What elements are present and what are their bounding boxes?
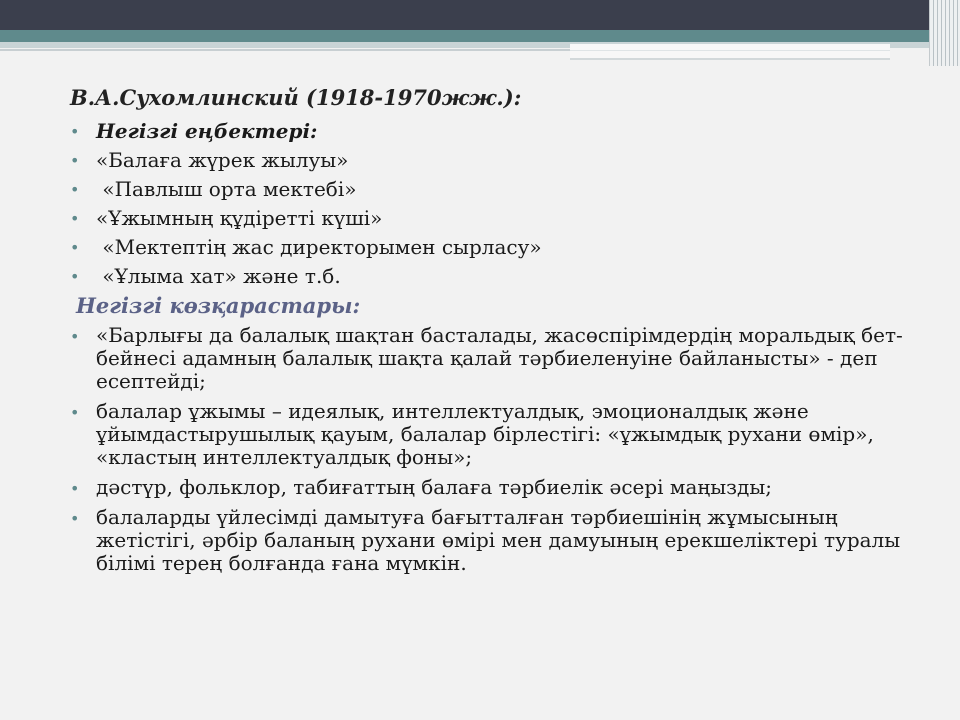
header-step-line: [570, 50, 890, 51]
header-bar-dark: [0, 0, 960, 30]
work-item: [70, 175, 910, 204]
work-item: [70, 146, 910, 175]
bullet-icon: •: [70, 267, 80, 286]
work-item-text: «Ұжымның құдіретті күші»: [96, 206, 383, 230]
bullet-icon: •: [70, 180, 80, 199]
view-item-text: балалар ұжымы – идеялық, интеллектуалдық, эмоционалдық және ұйымдастырушылық қауым, балалар бірлестігі: «ұжымдық рухани өмір», «кластың интеллектуалдық фоны»;: [96, 399, 874, 469]
work-item: [70, 262, 910, 291]
work-item-text: «Павлыш орта мектебі»: [96, 177, 357, 201]
works-heading-item: [70, 117, 910, 146]
view-item-text: дәстүр, фольклор, табиғаттың балаға тәрбиелік әсері маңызды;: [96, 475, 773, 499]
bullet-icon: •: [70, 327, 80, 346]
view-item: [70, 476, 910, 499]
work-item-text: «Балаға жүрек жылуы»: [96, 148, 349, 172]
view-item: [70, 400, 910, 469]
bullet-icon: •: [70, 151, 80, 170]
work-item-text: «Мектептің жас директорымен сырласу»: [96, 235, 542, 259]
work-item-text: «Ұлыма хат» және т.б.: [96, 264, 341, 288]
view-item-text: «Барлығы да балалық шақтан басталады, жасөспірімдердің моральдық бет-бейнесі адамның балалық шақта қалай тәрбиеленуіне байланысты» - деп есептейді;: [96, 323, 903, 393]
bullet-icon: •: [70, 479, 80, 498]
work-item: [70, 204, 910, 233]
bullet-icon: •: [70, 509, 80, 528]
bullet-icon: •: [70, 209, 80, 228]
work-item: [70, 233, 910, 262]
views-heading: Негізгі көзқарастары:: [76, 293, 361, 318]
corner-decoration: [929, 0, 960, 66]
bullet-icon: •: [70, 403, 80, 422]
view-item: [70, 506, 910, 575]
header-line: [0, 49, 570, 51]
header-step: [570, 44, 890, 60]
works-heading: Негізгі еңбектері:: [96, 119, 318, 143]
slide-content: [70, 84, 910, 582]
header-bar-teal: [0, 30, 960, 42]
slide-title: В.А.Сухомлинский (1918-1970жж.):: [70, 85, 522, 110]
bullet-icon: •: [70, 122, 80, 141]
view-item: [70, 324, 910, 393]
bullet-icon: •: [70, 238, 80, 257]
view-item-text: балаларды үйлесімді дамытуға бағытталған тәрбиешінің жұмысының жетістігі, әрбір баланың рухани өмірі мен дамуының ерекшеліктері туралы білімі терең болғанда ғана мүмкін.: [96, 505, 901, 575]
